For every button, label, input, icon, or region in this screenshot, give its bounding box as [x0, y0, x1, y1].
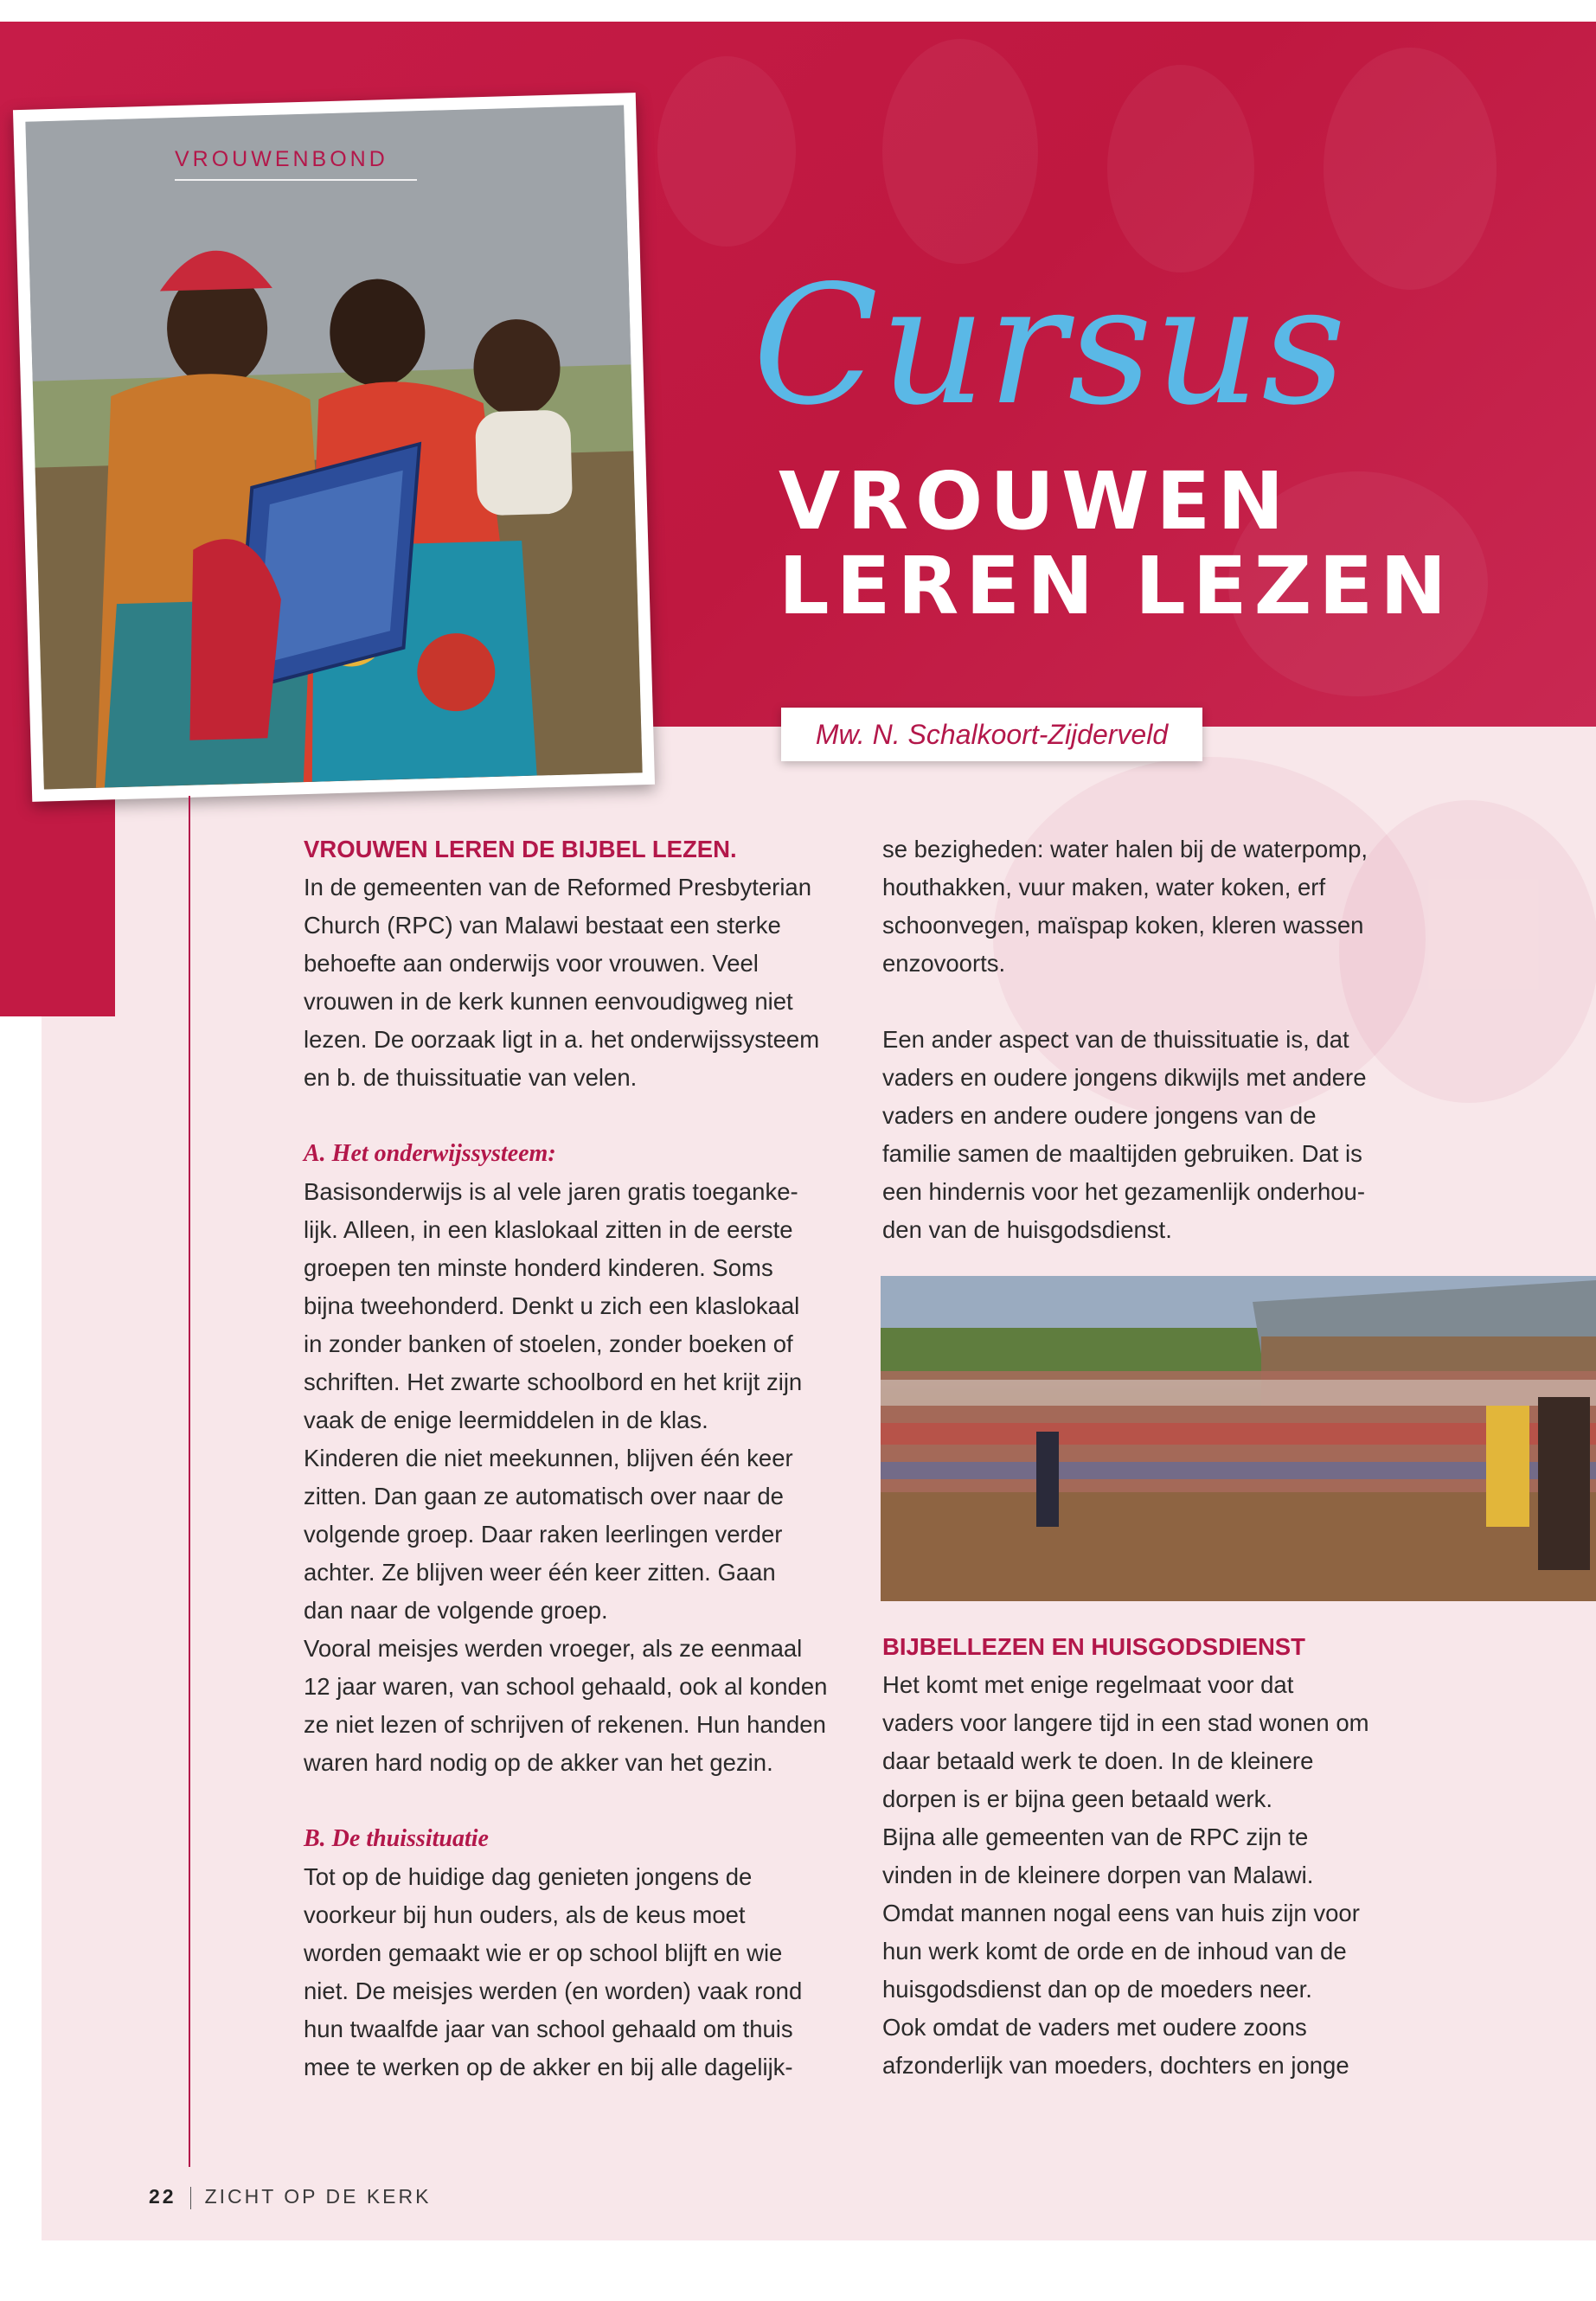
text-line: vaders en oudere jongens dikwijls met andere [882, 1064, 1367, 1091]
heading-vrouwen-leren: VROUWEN LEREN DE BIJBEL LEZEN. [304, 836, 737, 862]
magazine-name: ZICHT OP DE KERK [204, 2185, 432, 2208]
text-line: 12 jaar waren, van school gehaald, ook al konden [304, 1673, 828, 1700]
page-number: 22 [149, 2185, 176, 2208]
paragraph-thuissituatie [304, 1858, 840, 2086]
text-line: vaders en andere oudere jongens van de [882, 1102, 1317, 1129]
text-line: hun twaalfde jaar van school gehaald om thuis [304, 2016, 793, 2042]
top-photo [25, 105, 642, 789]
text-line: Omdat mannen nogal eens van huis zijn voor [882, 1900, 1360, 1926]
text-line: bijna tweehonderd. Denkt u zich een klaslokaal [304, 1292, 800, 1319]
text-line: Church (RPC) van Malawi bestaat een sterke [304, 912, 781, 939]
text-line: Bijna alle gemeenten van de RPC zijn te [882, 1823, 1309, 1850]
text-line: waren hard nodig op de akker van het gezin. [304, 1749, 773, 1776]
text-line: ze niet lezen of schrijven of rekenen. Hun handen [304, 1711, 826, 1738]
text-line: niet. De meisjes werden (en worden) vaak rond [304, 1977, 803, 2004]
text-line: vinden in de kleinere dorpen van Malawi. [882, 1862, 1314, 1888]
text-line: Vooral meisjes werden vroeger, als ze eenmaal [304, 1635, 803, 1662]
text-line: houthakken, vuur maken, water koken, erf [882, 874, 1326, 901]
text-line: groepen ten minste honderd kinderen. Soms [304, 1254, 773, 1281]
text-line: daar betaald werk te doen. In de kleinere [882, 1747, 1314, 1774]
footer-divider [190, 2187, 191, 2209]
text-line: worden gemaakt wie er op school blijft en wie [304, 1939, 783, 1966]
text-line: Basisonderwijs is al vele jaren gratis toeganke- [304, 1178, 798, 1205]
text-line: zitten. Dan gaan ze automatisch over naar de [304, 1483, 784, 1509]
text-line: en b. de thuissituatie van velen. [304, 1064, 638, 1091]
text-line: familie samen de maaltijden gebruiken. Dat is [882, 1140, 1362, 1167]
photo-women-with-bible [25, 105, 642, 789]
left-column [304, 830, 840, 2086]
text-line: een hindernis voor het gezamenlijk onderhou- [882, 1178, 1365, 1205]
text-line: behoefte aan onderwijs voor vrouwen. Veel [304, 950, 759, 977]
text-line: Kinderen die niet meekunnen, blijven één keer [304, 1445, 793, 1471]
text-line: voorkeur bij hun ouders, als de keus moet [304, 1901, 746, 1928]
text-line: mee te werken op de akker en bij alle dagelijk- [304, 2054, 793, 2080]
title-script: Cursus [753, 250, 1348, 441]
paragraph-bezigheden [882, 830, 1436, 983]
text-line: Het komt met enige regelmaat voor dat [882, 1671, 1294, 1698]
text-line: Tot op de huidige dag genieten jongens de [304, 1863, 753, 1890]
text-line: dorpen is er bijna geen betaald werk. [882, 1785, 1272, 1812]
page-footer [149, 2185, 431, 2209]
paragraph-ander-aspect [882, 1021, 1436, 1249]
text-line: schoonvegen, maïspap koken, kleren wassen [882, 912, 1364, 939]
title-line-1: VROUWEN [779, 455, 1292, 548]
paragraph-intro [304, 868, 840, 1097]
text-line: afzonderlijk van moeders, dochters en jonge [882, 2052, 1349, 2079]
top-photo-frame [13, 93, 655, 802]
title-line-2: LEREN LEZEN [779, 540, 1454, 632]
author-byline: Mw. N. Schalkoort-Zijderveld [781, 708, 1202, 761]
text-line: schriften. Het zwarte schoolbord en het krijt zijn [304, 1368, 803, 1395]
subheading-onderwijssysteem: A. Het onderwijssysteem: [304, 1140, 556, 1167]
paragraph-bijbellezen [882, 1666, 1436, 2085]
text-line: Ook omdat de vaders met oudere zoons [882, 2014, 1307, 2041]
text-line: vaak de enige leermiddelen in de klas. [304, 1407, 708, 1433]
right-column-bottom [882, 1628, 1436, 2085]
text-line: den van de huisgodsdienst. [882, 1216, 1172, 1243]
text-line: lezen. De oorzaak ligt in a. het onderwijssysteem [304, 1026, 820, 1053]
text-line: enzovoorts. [882, 950, 1006, 977]
photo-group-gathering [881, 1276, 1596, 1601]
text-line: huisgodsdienst dan op de moeders neer. [882, 1976, 1312, 2003]
heading-bijbellezen: BIJBELLEZEN EN HUISGODSDIENST [882, 1633, 1305, 1660]
text-line: hun werk komt de orde en de inhoud van de [882, 1938, 1347, 1965]
background-texture [657, 56, 796, 247]
text-line: Een ander aspect van de thuissituatie is, dat [882, 1026, 1349, 1053]
right-column-top [882, 830, 1436, 1249]
text-line: dan naar de volgende groep. [304, 1597, 608, 1624]
subheading-thuissituatie: B. De thuissituatie [304, 1825, 489, 1852]
text-line: vaders voor langere tijd in een stad wonen om [882, 1709, 1369, 1736]
text-line: achter. Ze blijven weer één keer zitten. Gaan [304, 1559, 776, 1586]
text-line: se bezigheden: water halen bij de waterpomp, [882, 836, 1368, 862]
text-line: in zonder banken of stoelen, zonder boeken of [304, 1330, 793, 1357]
group-photo [881, 1276, 1596, 1601]
section-label: VROUWENBOND [175, 147, 417, 181]
paragraph-onderwijssysteem [304, 1173, 840, 1782]
text-line: In de gemeenten van de Reformed Presbyterian [304, 874, 812, 901]
text-line: volgende groep. Daar raken leerlingen verder [304, 1521, 783, 1548]
text-line: vrouwen in de kerk kunnen eenvoudigweg niet [304, 988, 793, 1015]
vertical-rule [189, 796, 190, 2167]
text-line: lijk. Alleen, in een klaslokaal zitten in de eerste [304, 1216, 793, 1243]
